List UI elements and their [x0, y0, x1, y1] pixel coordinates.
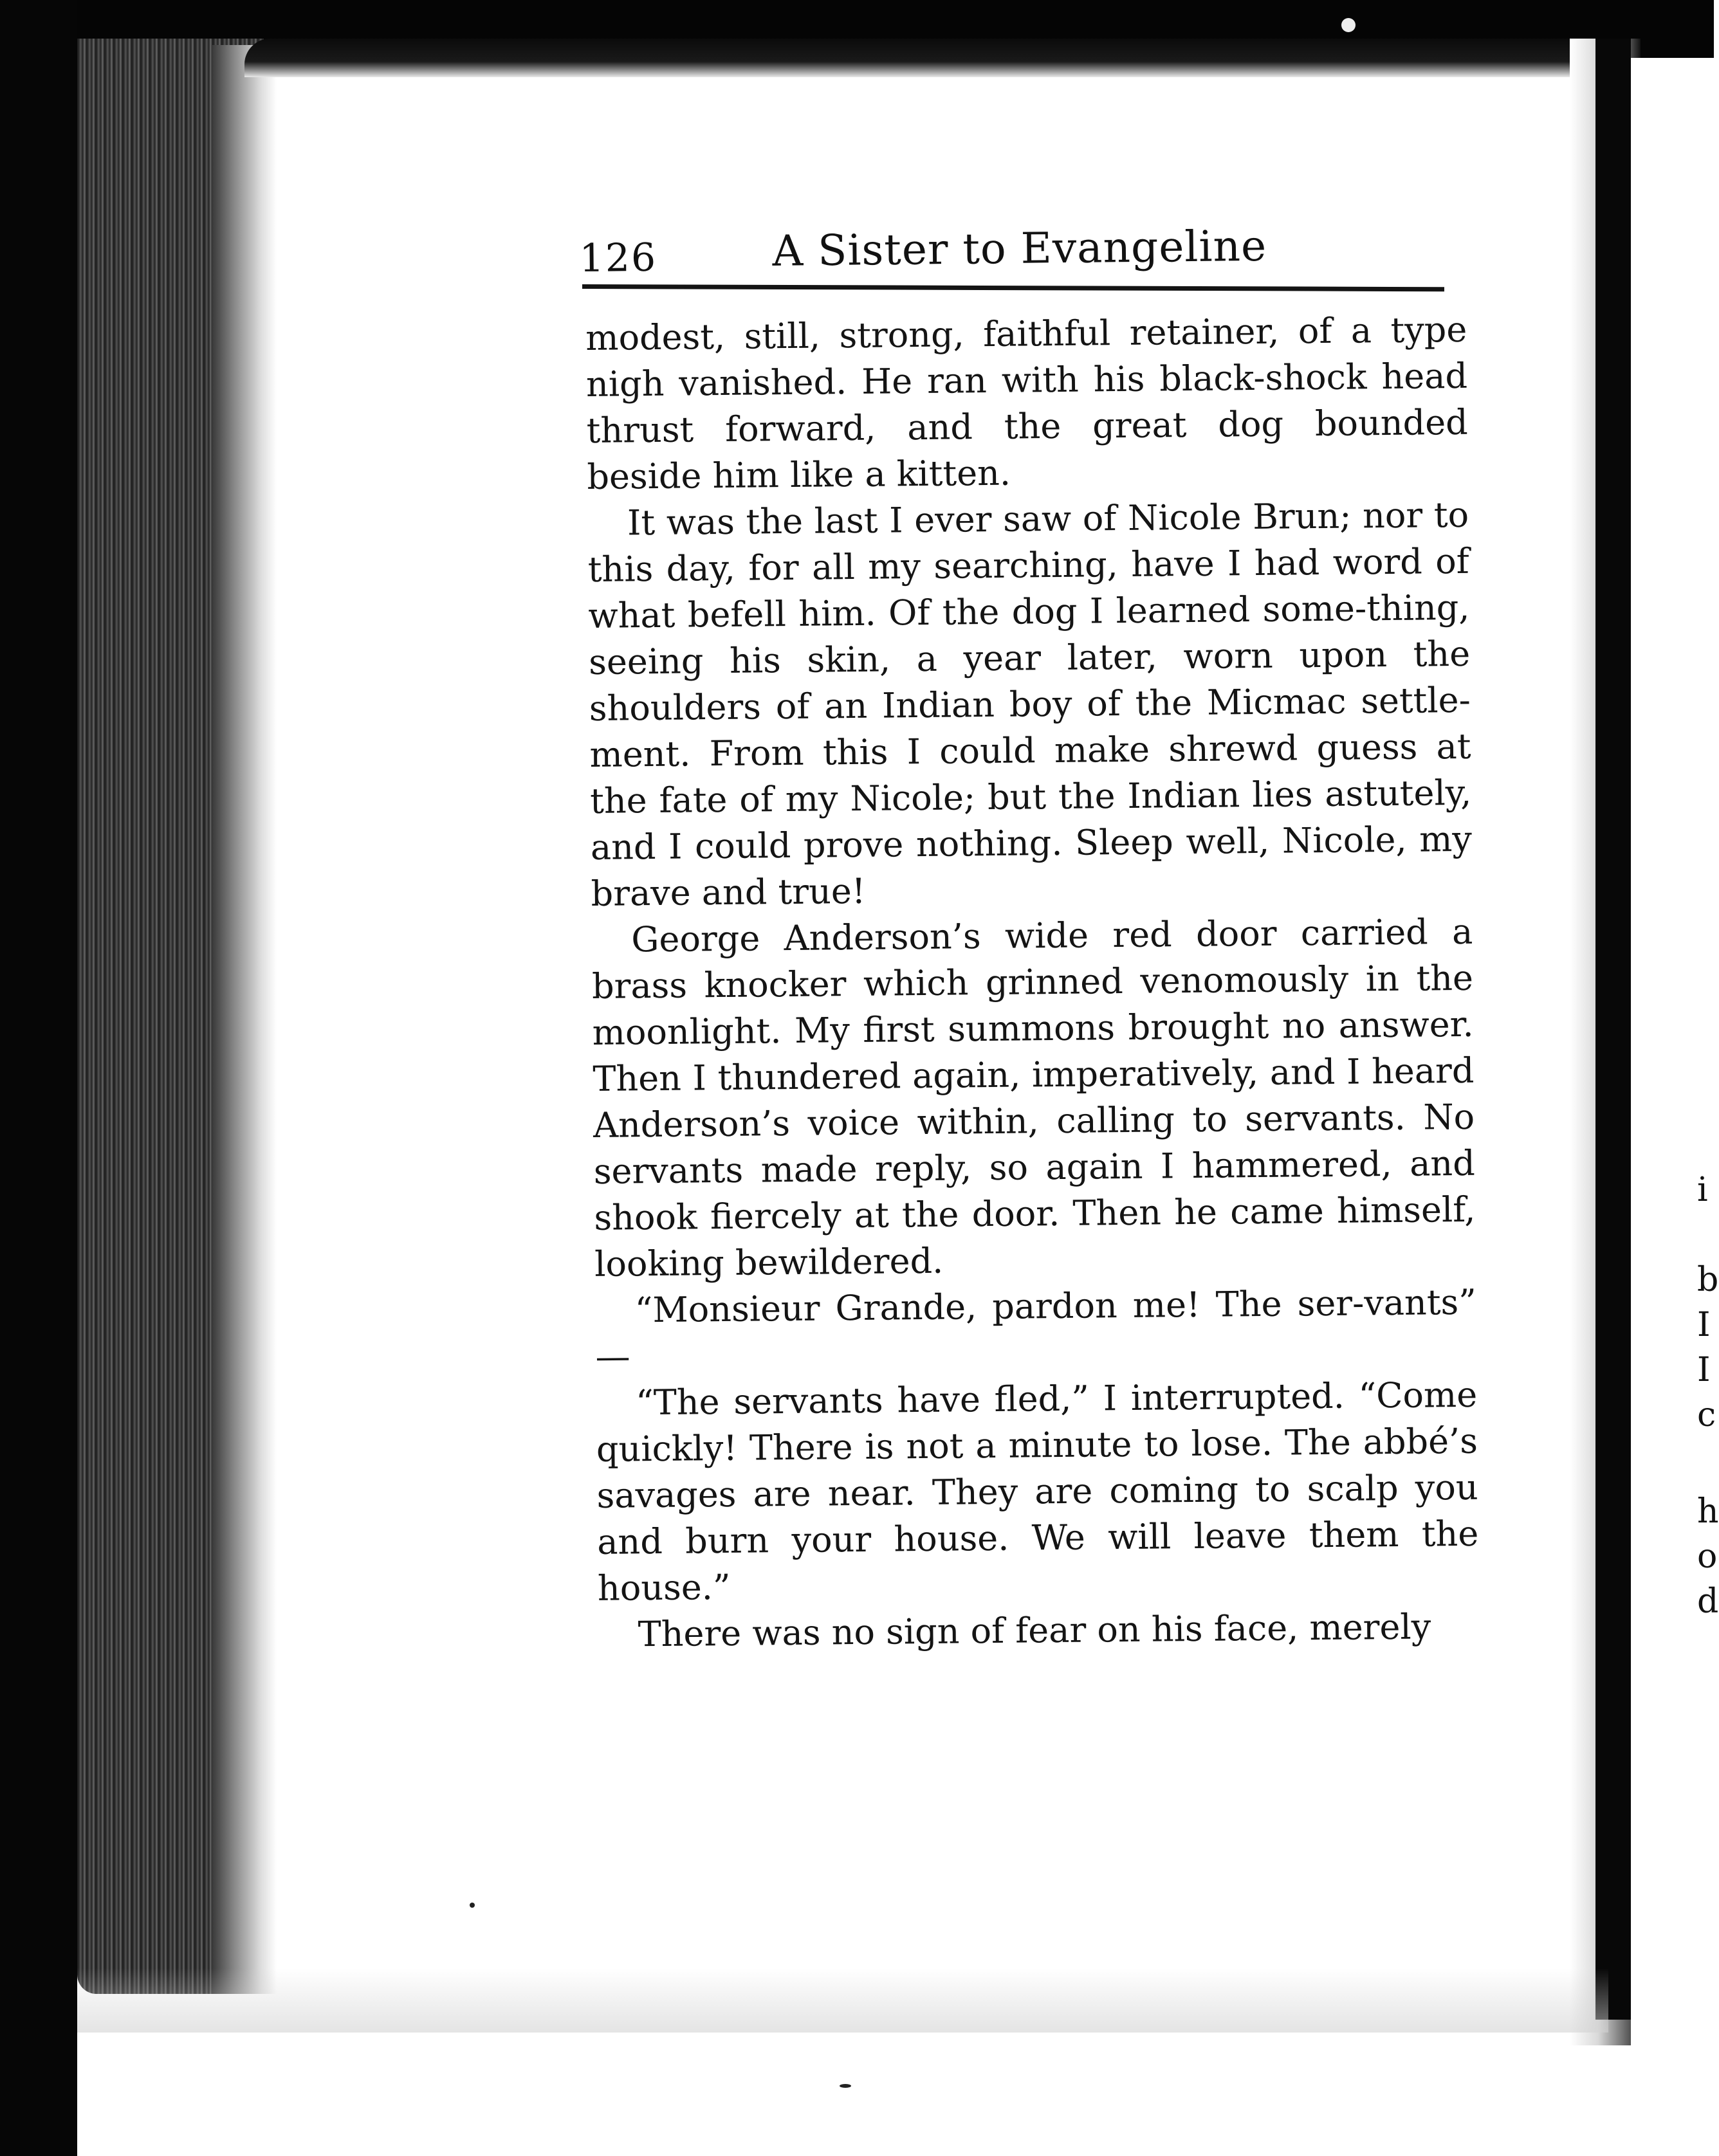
facing-fragment: i: [1697, 1171, 1708, 1209]
paragraph-6: There was no sign of fear on his face, merely: [638, 1606, 1431, 1655]
scan-speck: [1341, 18, 1356, 32]
paragraph-3: George Anderson’s wide red door carried a brass knocker which grinned venomously in the moonlight. My first summons brought no answer. Then I thundered again, imperatively, and I heard Anderson’s voice within, calling to servants. No servants made reply, so again I hammered, and shook fiercely at the door. Then he came himself, looking bewildered.: [591, 911, 1476, 1284]
scan-border-left: [0, 0, 77, 2156]
facing-fragment: b: [1697, 1261, 1719, 1299]
facing-fragment: h: [1697, 1492, 1719, 1531]
body-text: [585, 307, 1480, 1658]
facing-page: [1631, 58, 1714, 2156]
paragraph-4: “Monsieur Grande, pardon me! The ser-vants” —: [595, 1281, 1477, 1377]
page-bottom-shadow: [77, 1968, 1608, 2033]
facing-page-text-fragments: [1697, 1171, 1719, 1621]
paragraph-2: It was the last I ever saw of Nicole Brun; nor to this day, for all my searching, have I had word of what befell him. Of the dog I learned some-thing, seeing his skin, a year later, worn upon the shoulders of an Indian boy of the Micmac settle-ment. From this I could make shrewd guess at the fate of my Nicole; but the Indian lies astutely, and I could prove nothing. Sleep well, Nicole, my brave and true!: [587, 494, 1473, 914]
running-head: [579, 213, 1448, 293]
page-edge-shading: [212, 45, 277, 1994]
paragraph-1: modest, still, strong, faithful retainer, of a type nigh vanished. He ran with his black-shock head thrust forward, and the great dog bounded beside him like a kitten.: [585, 309, 1468, 497]
facing-fragment: c: [1697, 1396, 1716, 1434]
page-number: 126: [579, 235, 657, 281]
facing-fragment: I: [1697, 1351, 1711, 1389]
facing-fragment: d: [1697, 1582, 1719, 1621]
running-title: A Sister to Evangeline: [772, 221, 1267, 276]
facing-fragment: o: [1697, 1537, 1718, 1576]
facing-fragment: I: [1697, 1306, 1711, 1344]
scan-speck: [470, 1903, 475, 1908]
page-top-curl: [244, 39, 1641, 77]
binding-gutter: [1595, 39, 1631, 2020]
paragraph-5: “The servants have fled,” I interrupted. “Come quickly! There is not a minute to lose. The abbé’s savages are near. They are coming to scalp you and burn your house. We will leave them the house.”: [596, 1374, 1479, 1609]
scan-speck: [840, 2084, 851, 2088]
